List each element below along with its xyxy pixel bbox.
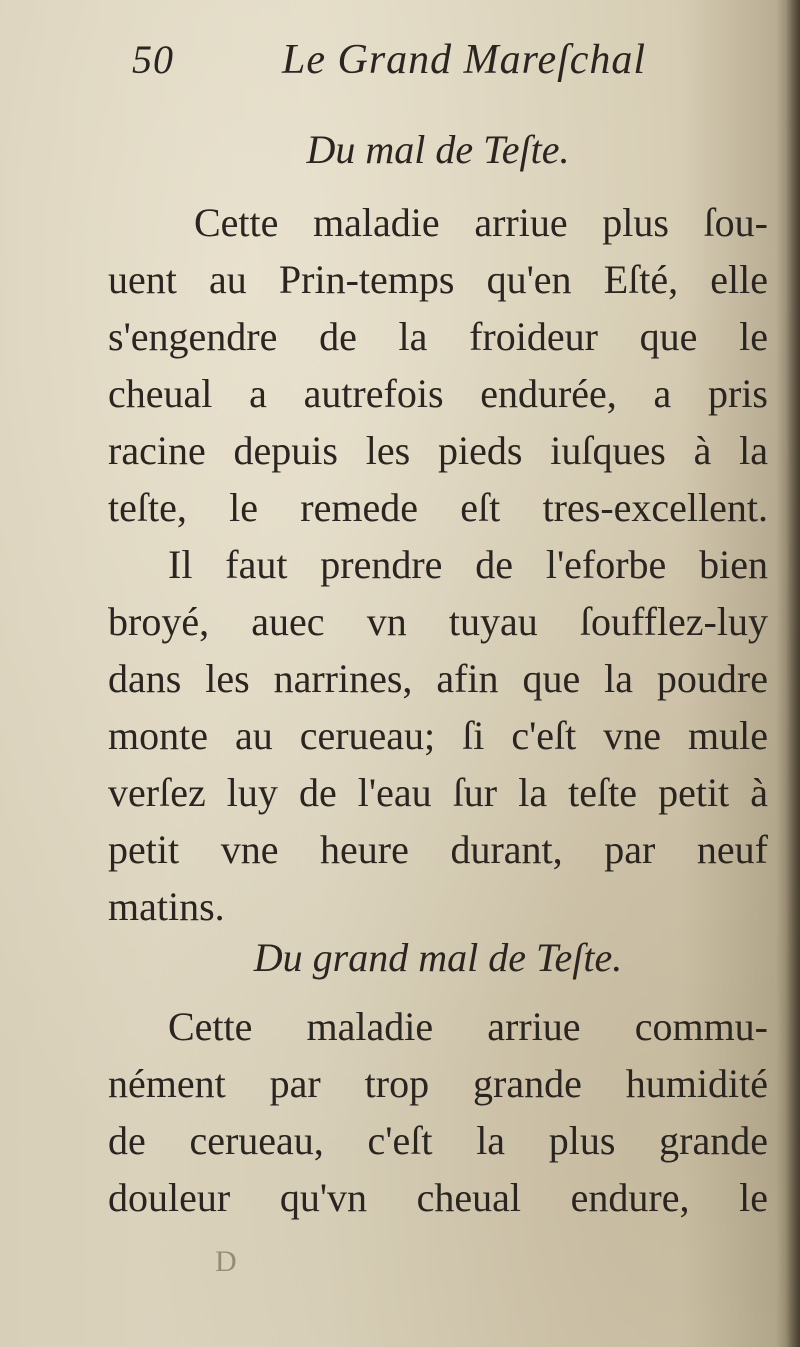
page-edge-shadow <box>786 0 800 1347</box>
text-line: Cette maladie arriue commu- <box>168 1004 768 1049</box>
page-number: 50 <box>132 37 174 82</box>
text-line: Il faut prendre de l'eforbe bien <box>168 542 768 587</box>
text-line: teſte, le remede eſt tres-excellent. <box>108 485 768 530</box>
paragraph <box>108 536 768 935</box>
text-line: nément par trop grande humidité <box>108 1061 768 1106</box>
text-line: monte au cerueau; ſi c'eſt vne mule <box>108 713 768 758</box>
text-line: dans les narrines, afin que la poudre <box>108 656 768 701</box>
text-line: matins. <box>108 884 225 929</box>
text-line: de cerueau, c'eſt la plus grande <box>108 1118 768 1163</box>
page-header <box>0 36 800 96</box>
text-line: Cette maladie arriue plus ſou- <box>194 200 768 245</box>
text-line: racine depuis les pieds iuſques à la <box>108 428 768 473</box>
section-mal-de-teste <box>108 122 768 935</box>
paragraph <box>108 194 768 536</box>
text-line: verſez luy de l'eau ſur la teſte petit à <box>108 770 768 815</box>
text-line: cheual a autrefois endurée, a pris <box>108 371 768 416</box>
section-title: Du grand mal de Teſte. <box>253 935 623 980</box>
text-line: s'engendre de la froideur que le <box>108 314 768 359</box>
paragraph <box>108 998 768 1226</box>
text-line: broyé, auec vn tuyau ſoufflez-luy <box>108 599 768 644</box>
text-line: uent au Prin-temps qu'en Eſté, elle <box>108 257 768 302</box>
text-line: douleur qu'vn cheual endure, le <box>108 1175 768 1220</box>
section-grand-mal-de-teste <box>108 930 768 1226</box>
running-title: Le Grand Mareſchal <box>282 37 647 83</box>
signature-mark: D <box>215 1245 237 1278</box>
text-line: petit vne heure durant, par neuf <box>108 827 768 872</box>
section-title: Du mal de Teſte. <box>306 127 570 172</box>
